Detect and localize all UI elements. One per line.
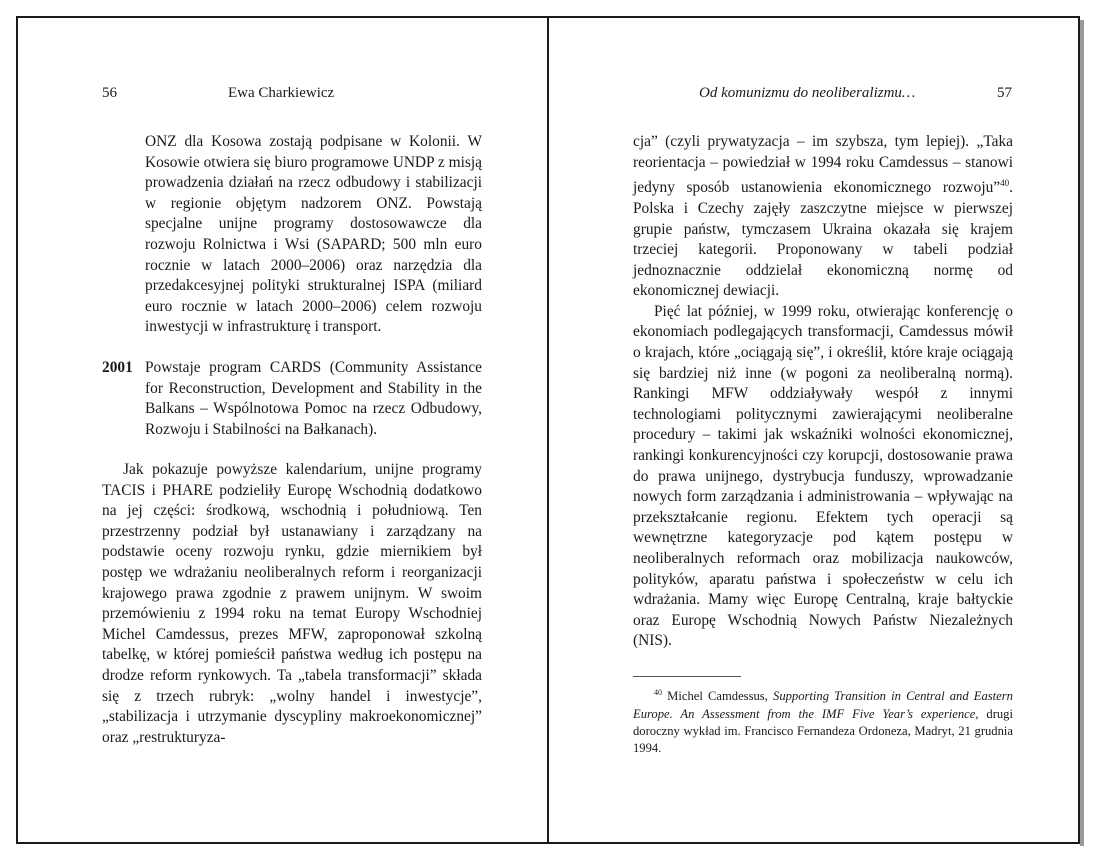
paragraph-1-text: cja” (czyli prywatyzacja – im szybsza, tym lepiej). „Taka reorientacja – powiedział w 1994 roku Camdessus – stanowi jedyny sposób ustanowienia ekonomicznego rozwoju” (633, 133, 1013, 197)
calendar-entry-text: Powstaje program CARDS (Community Assistance for Reconstruction, Development and Stability in the Balkans – Wspólnotowa Pomoc na rzecz Odbudowy, Rozwoju i Stabilności na Bałkanach). (145, 359, 482, 438)
paragraph-2: Pięć lat później, w 1999 roku, otwierając konferencję o ekonomiach podlegających transformacji, Camdessus mówił o krajach, które „ociągają się”, i określił, które kraje ociągają się bardziej niż inne (w pogoni za neoliberalną normą). Rankingi MFW oddziaływały wespół z innymi technologiami politycznymi zawierającymi neoliberalne procedury – takimi jak wskaźniki wolności ekonomicznej, rankingi konkurencyjności czy korupcji, dostosowanie prawa do prawa unijnego, dystrybucja funduszy, wprowadzanie nowych form zarządzania i administrowania – wpływając na przekształcanie regionu. Efektem tych operacji są wewnętrzne kategoryzacje pod kątem postępu w neoliberalnych reformach oraz mobilizacja naukowców, polityków, aparatu państwa i społeczeństw w celu ich wdrażania. Mamy więc Europę Centralną, kraje bałtyckie oraz Europę Wschodnią Nowych Państw Niezależnych (NIS). (633, 302, 1013, 650)
left-page (18, 18, 547, 842)
paragraph-1-rest: . Polska i Czechy zajęły zaszczytne miejsce w pierwszej grupie państw, tymczasem Ukraina okazała się krajem trzeciej kategorii. Proponowany w tabeli podział jednoznacznie oddzielał ekonomiczną normę od ekonomicznej dewiacji. (633, 179, 1013, 300)
running-header-author: Ewa Charkiewicz (228, 85, 335, 101)
page-edge-shadow (1080, 20, 1084, 846)
book-spread (16, 16, 1080, 844)
calendar-year: 2001 (102, 359, 133, 376)
page-number: 57 (997, 85, 1012, 101)
right-page (549, 18, 1080, 842)
calendar-entry-continued (145, 132, 482, 338)
body-paragraph (102, 460, 482, 748)
paragraph-1 (633, 132, 1013, 302)
footnote (633, 684, 1013, 758)
calendar-entry-text: ONZ dla Kosowa zostają podpisane w Kolonii. W Kosowie otwiera się biuro programowe UNDP z misją prowadzenia działań na rzecz odbudowy i stabilizacji w regionie objętym nadzorem ONZ. Powstają specjalne unijne programy dostosowawcze dla rozwoju Rolnictwa i Wsi (SAPARD; 500 mln euro rocznie w latach 2000–2006) oraz narzędzia dla przedakcesyjnej polityki strukturalnej ISPA (miliard euro rocznie w latach 2000–2006) celem rozwoju inwestycji w infrastrukturę i transport. (145, 133, 482, 336)
footnote-rest: , drugi doroczny wykład im. Francisco Fernandeza Ordoneza, Madryt, 21 grudnia 1994. (633, 706, 1013, 756)
footnote-author: Michel Camdessus, (667, 689, 768, 704)
paragraph-text: Jak pokazuje powyższe kalendarium, unijne programy TACIS i PHARE podzieliły Europę Wschodnią dodatkowo na jej części: środkową, wschodnią i południową. Ten przestrzenny podział był ustanawiany i zarządzany na podstawie oceny rozwoju rynku, gdzie miernikiem był postęp we wdrażaniu neoliberalnych reform i reorganizacji krajowego prawa zgodnie z prawem unijnym. W swoim przemówieniu z 1994 roku na temat Europy Wschodniej Michel Camdessus, prezes MFW, zaproponował szkolną tabelkę, w której pomieścił państwa według ich postępu na drodze reform rynkowych. Ta „tabela transformacji” składa się z trzech rubryk: „wolny handel i inwestycje”, „stabilizacja i utrzymanie dyscypliny makroekonomicznej” oraz „restrukturyza- (102, 461, 482, 746)
footnote-ref: 40 (1000, 178, 1010, 189)
footnote-divider (633, 676, 741, 677)
footnote-number: 40 (654, 688, 662, 697)
calendar-entry-2001 (102, 358, 482, 440)
footnote-title: Supporting Transition in Central and Eastern Europe. An Assessment from the IMF Five Year’s experience (633, 689, 1013, 721)
body-text (633, 132, 1013, 652)
running-header-title: Od komunizmu do neoliberalizmu… (699, 85, 916, 101)
page-number: 56 (102, 85, 117, 101)
